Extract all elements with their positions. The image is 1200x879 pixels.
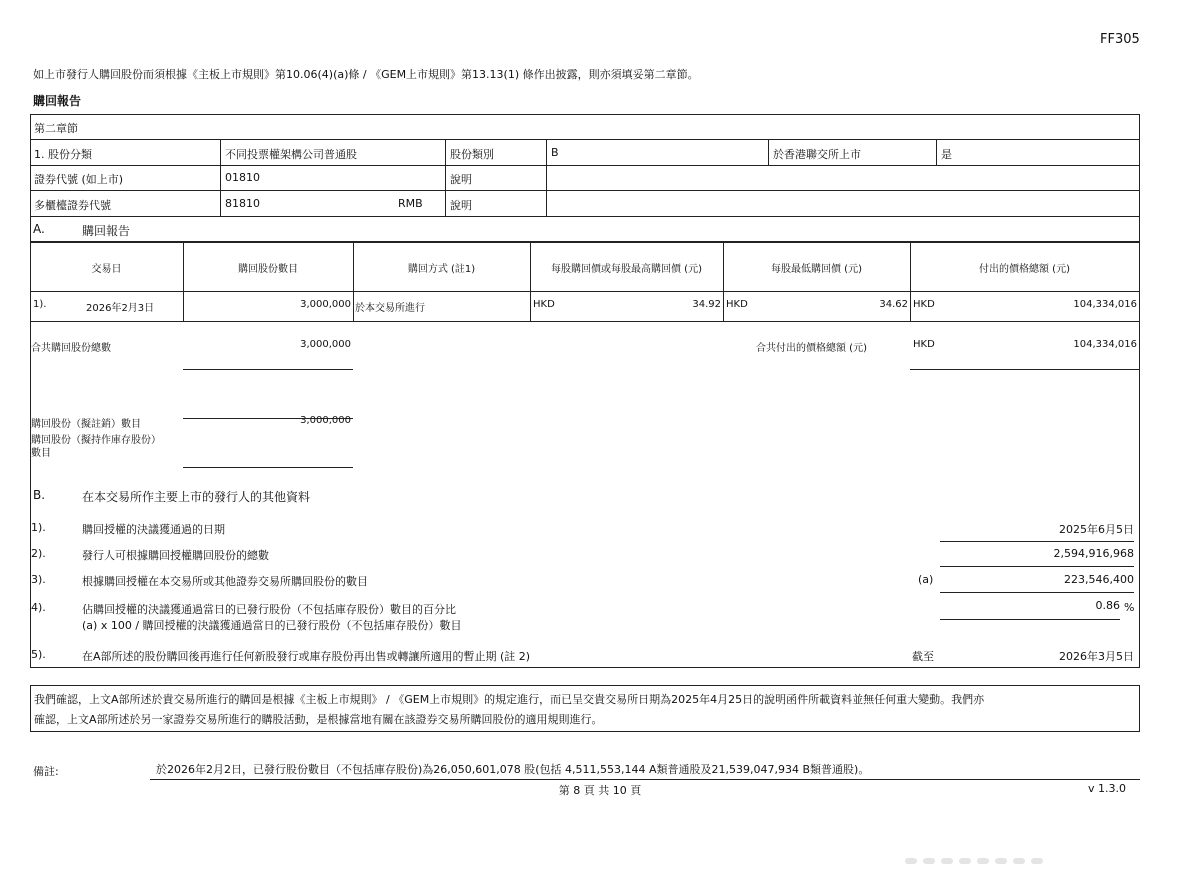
intro-note: 如上市發行人購回股份而須根據《主板上市規則》第10.06(4)(a)條 / 《GEM上市規則》第13.13(1) 條作出披露，則亦須填妥第二章節。: [33, 68, 699, 81]
cancel-shares-label: 購回股份（擬註銷）數目: [31, 419, 141, 430]
item-value: 2,594,916,968: [1053, 547, 1134, 560]
row-max-currency: HKD: [533, 299, 555, 310]
multi-counter-code-label: 多櫃檯證券代號: [34, 199, 111, 212]
item-tag: 截至: [912, 650, 934, 663]
item-label-line-2: (a) x 100 / 購回授權的決議獲通過當日的已發行股份（不包括庫存股份）數目: [82, 619, 462, 632]
description-label: 說明: [450, 173, 472, 186]
stock-code-value: 01810: [225, 171, 260, 184]
item-label: 購回授權的決議獲通過的日期: [82, 523, 225, 536]
cancel-shares-value: 3,000,000: [300, 415, 351, 426]
item-number: 5).: [31, 648, 46, 661]
item-value: 2025年6月5日: [1059, 523, 1134, 536]
chapter-label: 第二章節: [34, 122, 78, 135]
header-total-paid: 付出的價格總額 (元): [979, 264, 1070, 275]
section-a-letter: A.: [33, 222, 45, 236]
row-method: 於本交易所進行: [355, 303, 425, 314]
multi-counter-code-value: 81810: [225, 197, 260, 210]
header-method: 購回方式 (註1): [407, 264, 476, 275]
treasury-shares-label: 購回股份（擬持作庫存股份）: [31, 435, 161, 446]
share-info-table: [30, 114, 1140, 242]
total-paid-currency: HKD: [913, 339, 935, 350]
remarks-text: 於2026年2月2日，已發行股份數目（不包括庫存股份)為26,050,601,078 股(包括 4,511,553,144 A類普通股及21,539,047,934 B類普通股)。: [156, 763, 870, 776]
total-paid-value: 104,334,016: [1073, 339, 1137, 350]
item-value: 2026年3月5日: [1059, 650, 1134, 663]
share-type-label: 股份類別: [450, 148, 494, 161]
multi-counter-currency: RMB: [398, 197, 423, 210]
item-number: 2).: [31, 547, 46, 560]
header-max-price: 每股購回價或每股最高購回價 (元): [551, 264, 702, 275]
item-label: 發行人可根據購回授權購回股份的總數: [82, 549, 269, 562]
row-min-currency: HKD: [726, 299, 748, 310]
share-class-value: 不同投票權架構公司普通股: [225, 148, 357, 161]
report-title: 購回報告: [33, 94, 82, 108]
item-number: 1).: [31, 521, 46, 534]
item-tag: (a): [918, 573, 934, 586]
listed-label: 於香港聯交所上市: [773, 148, 861, 161]
confirmation-line-2: 確認，上文A部所述於另一家證券交易所進行的購股活動，是根據當地有關在該證券交易所購回股份的適用規則進行。: [34, 713, 603, 726]
version: v 1.3.0: [1088, 782, 1126, 795]
header-min-price: 每股最低購回價 (元): [771, 264, 862, 275]
item-value: 0.86: [1095, 599, 1120, 612]
listed-value: 是: [941, 148, 952, 161]
section-b-letter: B.: [33, 488, 46, 502]
page-info: 第 8 頁 共 10 頁: [558, 784, 642, 797]
total-paid-label: 合共付出的價格總額 (元): [756, 343, 867, 354]
row-date: 2026年2月3日: [86, 303, 155, 314]
item-value: 223,546,400: [1064, 573, 1134, 586]
row-total-currency: HKD: [913, 299, 935, 310]
item-number: 3).: [31, 573, 46, 586]
share-type-value: B: [551, 146, 559, 159]
remarks-label: 備註:: [33, 765, 59, 778]
section-b-title: 在本交易所作主要上市的發行人的其他資料: [82, 490, 311, 504]
percent-unit: %: [1124, 601, 1135, 614]
item-label: 在A部所述的股份購回後再進行任何新股發行或庫存股份再出售或轉讓所適用的暫止期 (註 2): [82, 650, 531, 663]
total-shares-value: 3,000,000: [300, 339, 351, 350]
row-total: 104,334,016: [1073, 299, 1137, 310]
confirmation-line-1: 我們確認，上文A部所述於貴交易所進行的購回是根據《主板上市規則》 / 《GEM上市規則》的規定進行，而已呈交貴交易所日期為2025年4月25日的說明函件所載資料並無任何重大變動。我們亦: [34, 693, 985, 706]
header-trade-date: 交易日: [91, 264, 122, 275]
item-number: 4).: [31, 601, 46, 614]
form-code: FF305: [1100, 32, 1140, 47]
row-shares: 3,000,000: [300, 299, 351, 310]
total-shares-label: 合共購回股份總數: [31, 343, 111, 354]
watermark: [905, 849, 1049, 868]
description-label-2: 說明: [450, 199, 472, 212]
row-number: 1).: [33, 299, 47, 310]
header-shares-bought: 購回股份數目: [238, 264, 298, 275]
share-class-label: 1. 股份分類: [34, 148, 92, 161]
section-a-title: 購回報告: [82, 224, 131, 238]
item-label: 根據購回授權在本交易所或其他證券交易所購回股份的數目: [82, 575, 368, 588]
item-label: 佔購回授權的決議獲通過當日的已發行股份（不包括庫存股份）數目的百分比: [82, 603, 456, 616]
row-min-price: 34.62: [879, 299, 908, 310]
treasury-shares-label-2: 數目: [31, 448, 51, 459]
stock-code-label: 證券代號 (如上市): [34, 173, 124, 186]
row-max-price: 34.92: [692, 299, 721, 310]
